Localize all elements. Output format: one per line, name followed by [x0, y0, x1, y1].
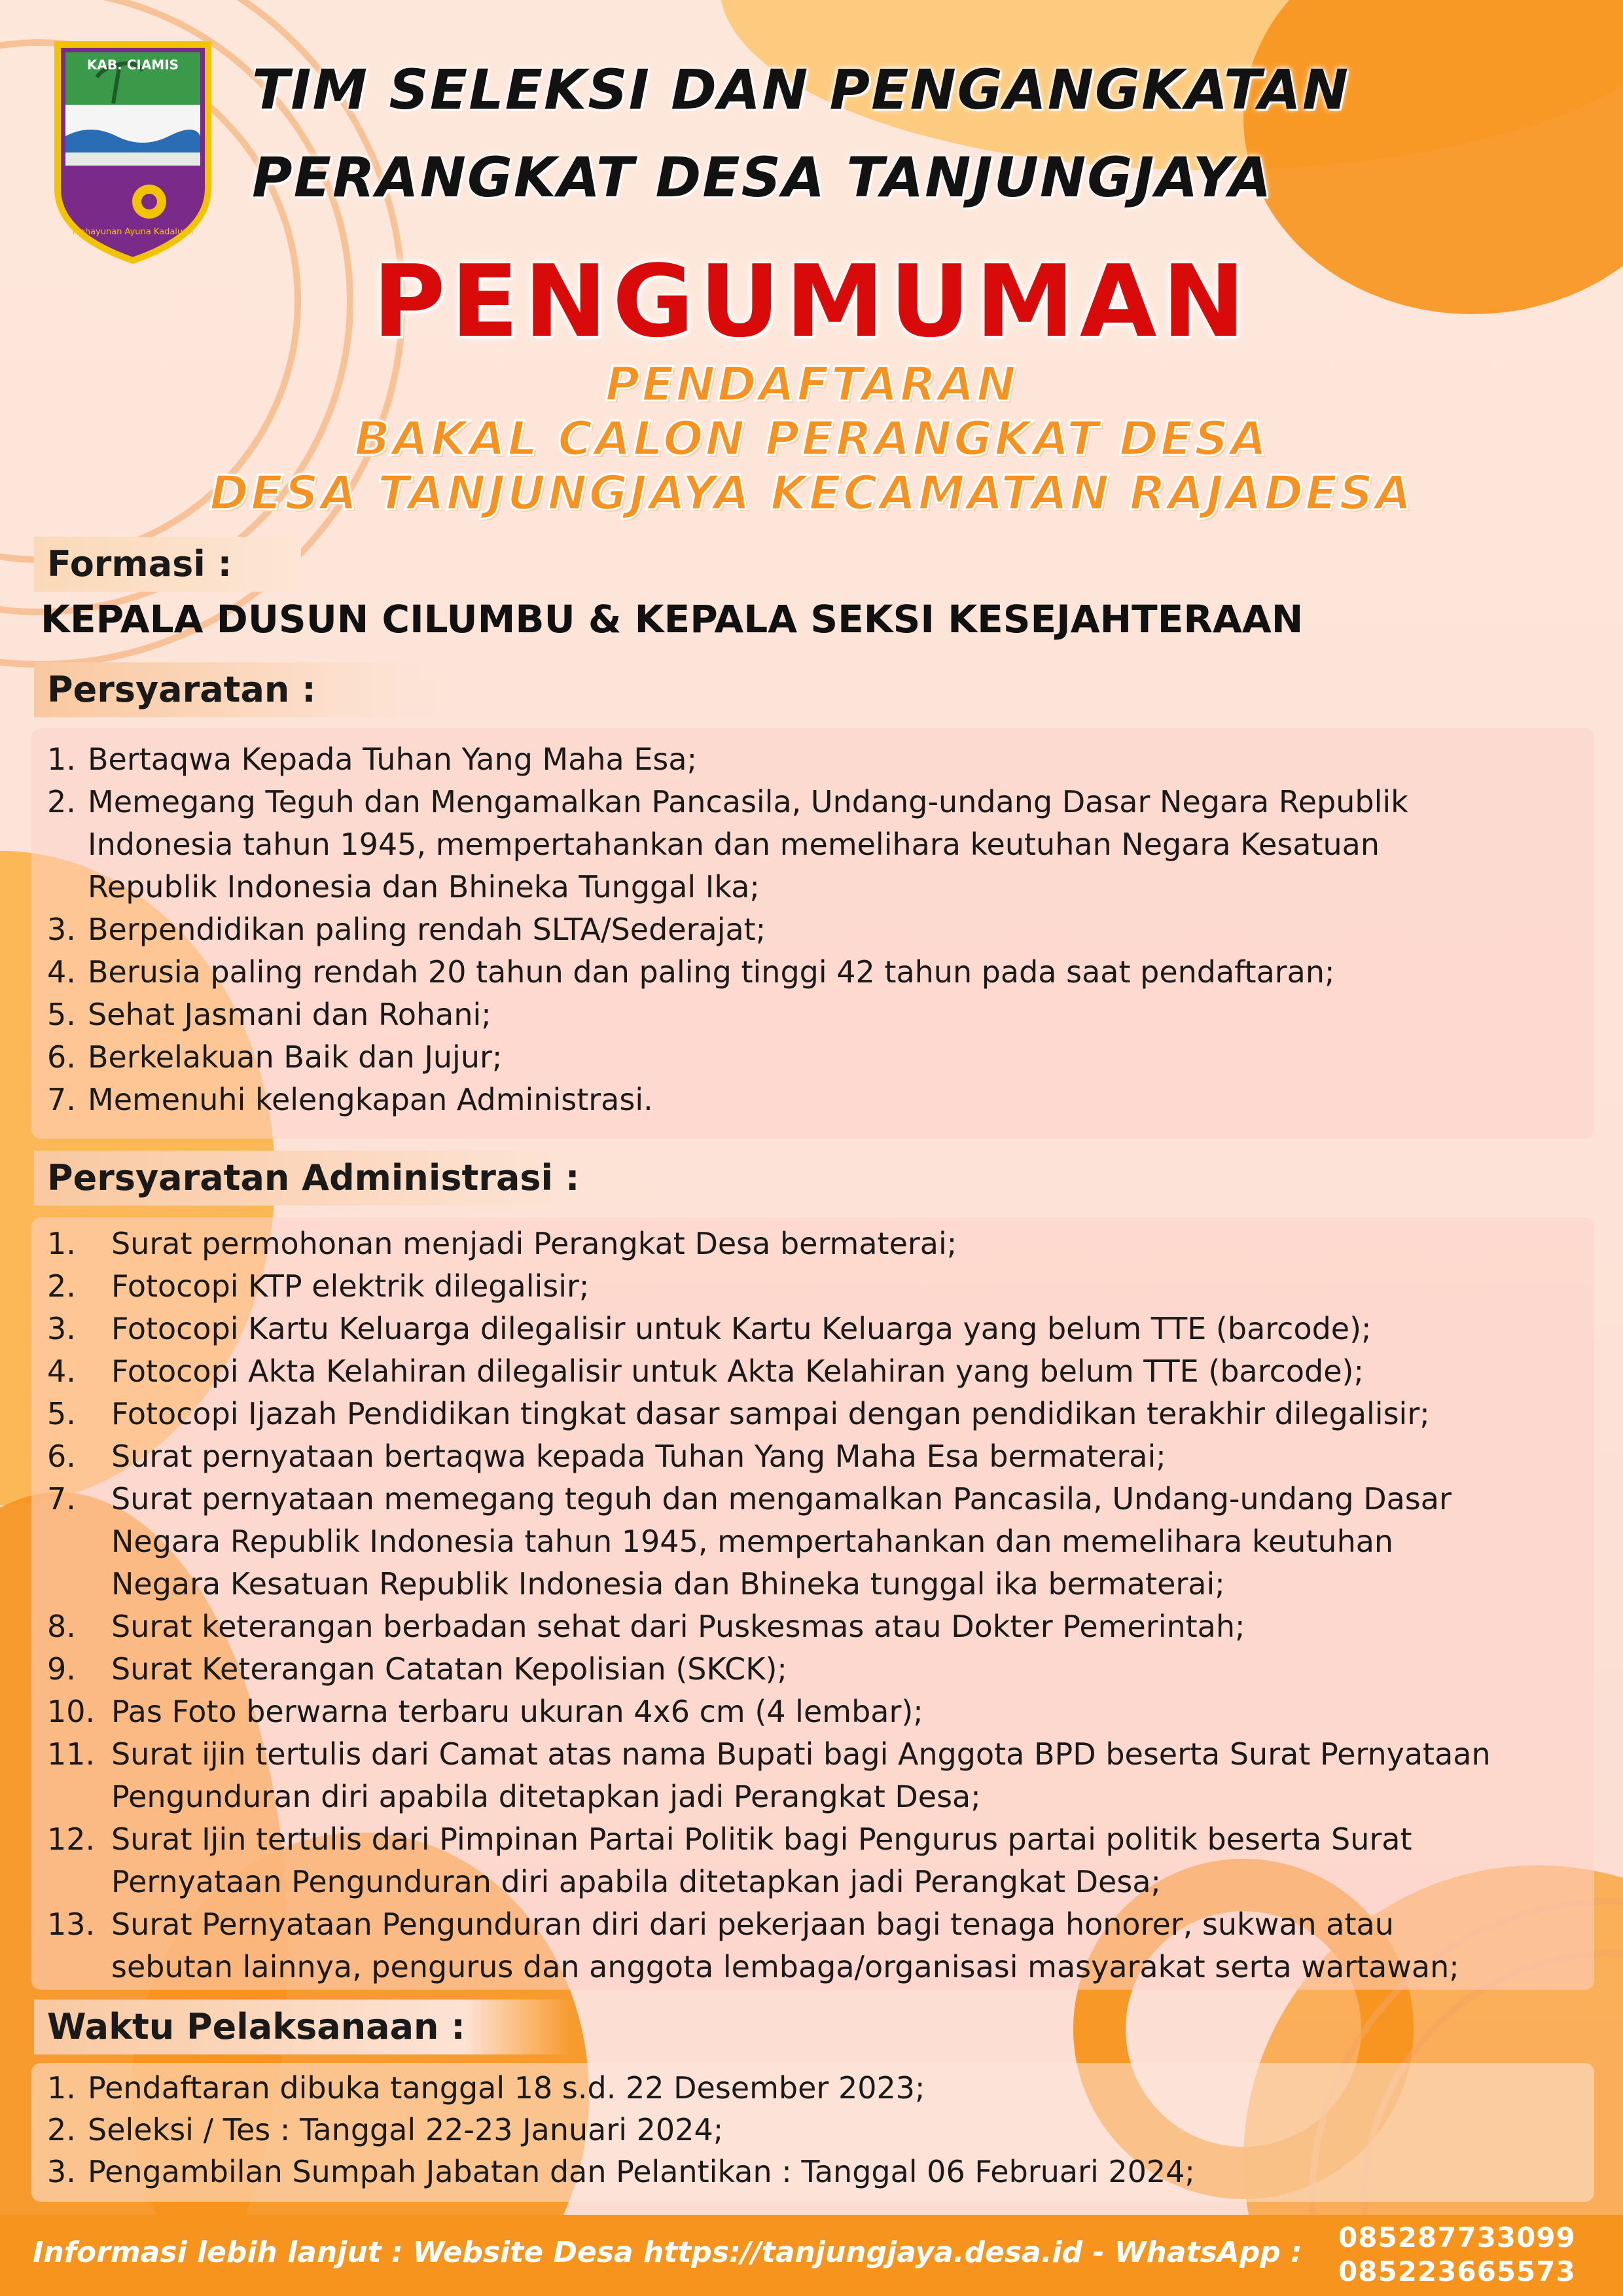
footer-info-text: Informasi lebih lanjut : Website Desa https://tanjungjaya.desa.id - WhatsApp : [33, 2236, 1302, 2269]
list-item-number: 1. [47, 2070, 76, 2106]
list-item-number: 4. [47, 954, 76, 990]
list-item [47, 1079, 1592, 1121]
list-item-number: 3. [47, 2154, 76, 2189]
list-item-text: Pas Foto berwarna terbaru ukuran 4x6 cm (4 lembar); [111, 1694, 923, 1729]
list-item-number: 6. [47, 1439, 76, 1474]
list-item [47, 951, 1592, 994]
footer-phone-2: 085223665573 [1338, 2255, 1576, 2287]
list-item-text: Pengambilan Sumpah Jabatan dan Pelantikan : Tanggal 06 Februari 2024; [88, 2154, 1195, 2189]
list-item [47, 1648, 1592, 1691]
list-item-number: 9. [47, 1651, 76, 1687]
crest-motto-text: Mahayunan Ayuna Kadaluan [72, 227, 194, 237]
list-item-number: 11. [47, 1736, 96, 1772]
list-item-text: Surat Keterangan Catatan Kepolisian (SKCK); [111, 1651, 787, 1687]
list-item-text: Surat pernyataan memegang teguh dan mengamalkan Pancasila, Undang-undang Dasar Negara Republik Indonesia tahun 1945, mempertahankan dan memelihara keutuhan Negara Kesatuan Republik Indonesia dan Bhineka tunggal ika bermaterai; [111, 1481, 1452, 1602]
list-item [47, 1605, 1592, 1648]
list-item-text: Fotocopi Ijazah Pendidikan tingkat dasar sampai dengan pendidikan terakhir dilegalisir; [111, 1396, 1430, 1431]
list-item-text: Surat permohonan menjadi Perangkat Desa bermaterai; [111, 1226, 957, 1261]
header-line-1: TIM SELEKSI DAN PENGANGKATAN [252, 58, 1350, 122]
list-item-text: Memegang Teguh dan Mengamalkan Pancasila, Undang-undang Dasar Negara Republik Indonesia tahun 1945, mempertahankan dan memelihara keutuhan Negara Kesatuan Republik Indonesia dan Bhineka Tunggal Ika; [88, 784, 1408, 905]
list-item-number: 7. [47, 1481, 76, 1516]
list-item-text: Seleksi / Tes : Tanggal 22-23 Januari 2024; [88, 2112, 724, 2147]
announcement-title: PENGUMUMAN [372, 243, 1251, 359]
list-item-number: 8. [47, 1609, 76, 1644]
list-item [47, 994, 1592, 1036]
list-item [47, 2067, 1592, 2109]
list-item-text: Surat Ijin tertulis dari Pimpinan Partai Politik bagi Pengurus partai politik beserta Surat Pernyataan Pengunduran diri apabila ditetapkan jadi Perangkat Desa; [111, 1821, 1412, 1899]
list-item-number: 1. [47, 742, 76, 777]
list-item [47, 738, 1592, 781]
list-item-text: Sehat Jasmani dan Rohani; [88, 997, 491, 1032]
list-item-number: 13. [47, 1907, 96, 1942]
subtitle-line-2: BAKAL CALON PERANGKAT DESA [354, 411, 1269, 466]
list-item-number: 3. [47, 1311, 76, 1346]
list-item-number: 10. [47, 1694, 96, 1729]
list-item-number: 2. [47, 2112, 76, 2147]
list-item-text: Surat Pernyataan Pengunduran diri dari pekerjaan bagi tenaga honorer, sukwan atau sebutan lainnya, pengurus dan anggota lembaga/organisasi masyarakat serta wartawan; [111, 1907, 1459, 1984]
list-item-number: 1. [47, 1226, 76, 1261]
list-item-number: 5. [47, 997, 76, 1032]
list-item-number: 2. [47, 1268, 76, 1304]
list-item-text: Memenuhi kelengkapan Administrasi. [88, 1082, 653, 1117]
list-item [47, 1818, 1592, 1903]
list-item [47, 1308, 1592, 1350]
list-item-number: 3. [47, 912, 76, 947]
list-item [47, 1036, 1592, 1079]
list-item [47, 1393, 1592, 1435]
list-item [47, 1350, 1592, 1393]
header-line-2: PERANGKAT DESA TANJUNGJAYA [252, 145, 1273, 209]
list-item-number: 6. [47, 1039, 76, 1075]
list-item-number: 5. [47, 1396, 76, 1431]
list-item [47, 1223, 1592, 1265]
list-item [47, 781, 1592, 908]
list-item [47, 2151, 1592, 2193]
crest-region-text: KAB. CIAMIS [86, 57, 179, 73]
subtitle-line-3: DESA TANJUNGJAYA KECAMATAN RAJADESA [209, 465, 1414, 520]
list-item-number: 2. [47, 784, 76, 819]
schedule-label: Waktu Pelaksanaan : [34, 2000, 571, 2054]
list-item-text: Berkelakuan Baik dan Jujur; [88, 1039, 503, 1075]
requirements-label: Persyaratan : [34, 662, 492, 717]
footer-bar [0, 2215, 1623, 2296]
footer-phone-1: 085287733099 [1338, 2221, 1576, 2253]
list-item [47, 1733, 1592, 1818]
list-item [47, 1478, 1592, 1605]
list-item-text: Bertaqwa Kepada Tuhan Yang Maha Esa; [88, 742, 698, 777]
list-item-text: Fotocopi KTP elektrik dilegalisir; [111, 1268, 590, 1304]
list-item [47, 2109, 1592, 2151]
list-item-text: Berpendidikan paling rendah SLTA/Sederajat; [88, 912, 766, 947]
list-item-number: 4. [47, 1354, 76, 1389]
list-item [47, 908, 1592, 951]
formasi-value: KEPALA DUSUN CILUMBU & KEPALA SEKSI KESEJAHTERAAN [41, 597, 1304, 641]
list-item-text: Surat keterangan berbadan sehat dari Puskesmas atau Dokter Pemerintah; [111, 1609, 1245, 1644]
formasi-label: Formasi : [34, 537, 301, 592]
list-item [47, 1435, 1592, 1478]
list-item [47, 1903, 1592, 1988]
list-item [47, 1691, 1592, 1733]
subtitle-line-1: PENDAFTARAN [605, 357, 1018, 412]
list-item-number: 12. [47, 1821, 96, 1857]
admin-requirements-label: Persyaratan Administrasi : [34, 1151, 688, 1206]
list-item-number: 7. [47, 1082, 76, 1117]
list-item-text: Pendaftaran dibuka tanggal 18 s.d. 22 Desember 2023; [88, 2070, 925, 2106]
list-item-text: Fotocopi Kartu Keluarga dilegalisir untuk Kartu Keluarga yang belum TTE (barcode); [111, 1311, 1372, 1346]
list-item-text: Fotocopi Akta Kelahiran dilegalisir untuk Akta Kelahiran yang belum TTE (barcode); [111, 1354, 1364, 1389]
list-item [47, 1265, 1592, 1308]
list-item-text: Surat pernyataan bertaqwa kepada Tuhan Yang Maha Esa bermaterai; [111, 1439, 1166, 1474]
list-item-text: Surat ijin tertulis dari Camat atas nama Bupati bagi Anggota BPD beserta Surat Pernyataan Pengunduran diri apabila ditetapkan jadi Perangkat Desa; [111, 1736, 1491, 1814]
kab-ciamis-crest-logo [51, 38, 215, 267]
list-item-text: Berusia paling rendah 20 tahun dan paling tinggi 42 tahun pada saat pendaftaran; [88, 954, 1335, 990]
